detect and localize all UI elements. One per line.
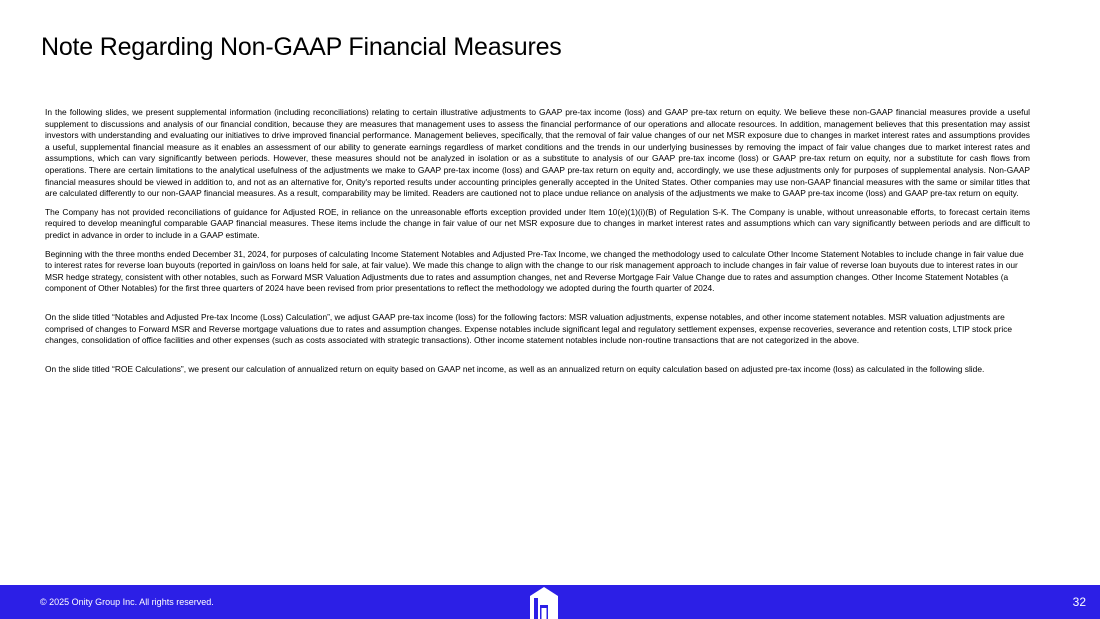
paragraph-roe-calculations: On the slide titled “ROE Calculations”, we present our calculation of annualized return on equity based on GAAP net income, as well as an annualized return on equity calculation based on adjusted pre-tax income (loss) as calculated in the following slide.: [45, 363, 985, 374]
onity-house-logo-icon: [529, 586, 559, 619]
paragraph-methodology-change: Beginning with the three months ended December 31, 2024, for purposes of calculating Income Statement Notables and Adjusted Pre-Tax Income, we changed the methodology used to calculate Other Income Statement Notables to include change in fair value due to interest rates for reverse loan buyouts (reported in gain/loss on loans held for sale, at fair value). We made this change to align with the change to our risk management approach to include changes in fair value of reverse loan buyouts due to interest rates in our MSR hedge strategy, consistent with other notables, such as Forward MSR Valuation Adjustments due to rates and assumption changes, net and Reverse Mortgage Fair Value Change due to rates and assumption changes. Other Income Statement Notables (a component of Other Notables) for the first three quarters of 2024 have been revised from prior presentations to reflect the methodology we adopted during the fourth quarter of 2024.: [45, 248, 1024, 294]
page-number: 32: [1072, 595, 1086, 609]
paragraph-notables-calculation: On the slide titled “Notables and Adjusted Pre-tax Income (Loss) Calculation”, we adjust GAAP pre-tax income (loss) for the following factors: MSR valuation adjustments, expense notables, and other income statement notables. MSR valuation adjustments are comprised of changes to Forward MSR and Reverse mortgage valuations due to rates and assumption changes. Expense notables include significant legal and regulatory settlement expenses, expense recoveries, severance and retention costs, LTIP stock price changes, consolidation of office facilities and other expenses (such as costs associated with strategic transactions). Other income statement notables include non-routine transactions that are not categorized in the above.: [45, 311, 1013, 346]
paragraph-adjusted-roe-guidance: The Company has not provided reconciliations of guidance for Adjusted ROE, in reliance on the unreasonable efforts exception provided under Item 10(e)(1)(i)(B) of Regulation S-K. The Company is unable, without unreasonable efforts, to forecast certain items required to develop meaningful comparable GAAP financial measures. These items include the change in fair value of our net MSR exposure due to changes in market interest rates and assumptions which can vary significantly between periods and are difficult to predict in advance in order to include in a GAAP estimate.: [45, 206, 1030, 240]
paragraph-non-gaap-overview: In the following slides, we present supplemental information (including reconciliations) relating to certain illustrative adjustments to GAAP pre-tax income (loss) and GAAP pre-tax return on equity. We believe these non-GAAP financial measures provide a useful supplement to discussions and analysis of our financial condition, because they are measures that management uses to assess the financial performance of our operations and allocate resources. In addition, management believes that this presentation may assist investors with understanding and evaluating our initiatives to drive improved financial performance. Management believes, specifically, that the removal of fair value changes of our net MSR exposure due to changes in market interest rates and assumptions provides a useful, supplemental financial measure as it enables an assessment of our ability to generate earnings regardless of market conditions and the trends in our underlying businesses by removing the impact of fair value changes due to market interest rates and assumptions, which can vary significantly between periods. However, these measures should not be analyzed in isolation or as a substitute to analysis of our GAAP pre-tax income (loss) or GAAP pre-tax return on equity, nor a substitute for cash flows from operations. There are certain limitations to the analytical usefulness of the adjustments we make to GAAP pre-tax income (loss) and GAAP pre-tax return on equity and, accordingly, we use these adjustments only for purposes of supplemental analysis. Non-GAAP financial measures should be viewed in addition to, and not as an alternative for, Onity's reported results under accounting principles generally accepted in the United States. Other companies may use non-GAAP financial measures with the same or similar titles that are calculated differently to our non-GAAP financial measures. As a result, comparability may be limited. Readers are cautioned not to place undue reliance on analysis of the adjustments we make to GAAP pre-tax income (loss) and GAAP pre-tax return on equity.: [45, 107, 1030, 199]
copyright-text: © 2025 Onity Group Inc. All rights reserved.: [40, 597, 214, 607]
page-title: Note Regarding Non-GAAP Financial Measures: [41, 33, 562, 61]
body-text: [45, 107, 1030, 382]
